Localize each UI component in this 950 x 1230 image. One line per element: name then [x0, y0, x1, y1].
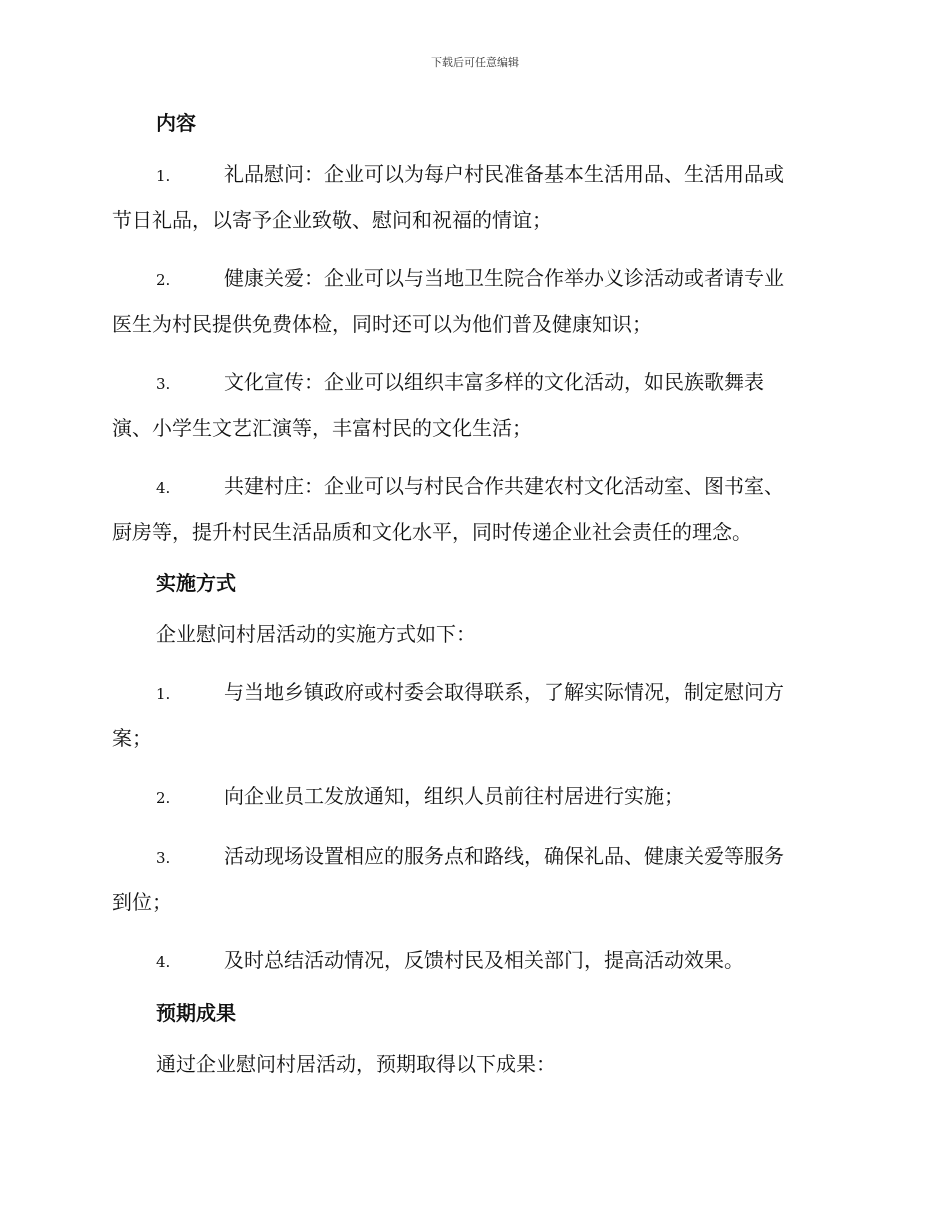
section-heading-results: 预期成果: [156, 1001, 236, 1025]
list-item: [112, 670, 838, 760]
list-text-continued: 医生为村民提供免费体检，同时还可以为他们普及健康知识；: [112, 312, 652, 336]
list-number: 3.: [156, 375, 171, 393]
list-number: 4.: [156, 479, 171, 497]
list-text: 向企业员工发放通知，组织人员前往村居进行实施；: [224, 784, 684, 808]
section-intro: 企业慰问村居活动的实施方式如下：: [156, 622, 476, 646]
section-heading-content: 内容: [156, 111, 196, 135]
list-number: 3.: [156, 849, 171, 867]
list-number: 1.: [156, 685, 171, 703]
list-text-continued: 案；: [112, 726, 152, 750]
list-text-continued: 到位；: [112, 890, 172, 914]
list-text: 活动现场设置相应的服务点和路线，确保礼品、健康关爱等服务: [224, 844, 784, 868]
list-item: [112, 152, 838, 242]
list-text: 共建村庄：企业可以与村民合作共建农村文化活动室、图书室、: [224, 474, 784, 498]
list-text: 与当地乡镇政府或村委会取得联系，了解实际情况，制定慰问方: [224, 680, 784, 704]
list-item: [112, 256, 838, 346]
list-text: 礼品慰问：企业可以为每户村民准备基本生活用品、生活用品或: [224, 162, 784, 186]
list-item: [112, 834, 838, 924]
page-header: 下载后可任意编辑: [431, 56, 519, 69]
list-text: 及时总结活动情况，反馈村民及相关部门，提高活动效果。: [224, 948, 744, 972]
list-text: 文化宣传：企业可以组织丰富多样的文化活动，如民族歌舞表: [224, 370, 764, 394]
section-heading-implementation: 实施方式: [156, 571, 236, 595]
list-number: 4.: [156, 953, 171, 971]
list-item: [112, 774, 838, 820]
list-number: 2.: [156, 271, 171, 289]
list-text-continued: 演、小学生文艺汇演等，丰富村民的文化生活；: [112, 416, 532, 440]
list-item: [112, 360, 838, 450]
list-text-continued: 节日礼品，以寄予企业致敬、慰问和祝福的情谊；: [112, 208, 552, 232]
list-text-continued: 厨房等，提升村民生活品质和文化水平，同时传递企业社会责任的理念。: [112, 520, 752, 544]
section-intro: 通过企业慰问村居活动，预期取得以下成果：: [156, 1052, 556, 1076]
list-number: 1.: [156, 167, 171, 185]
document-body: [112, 108, 838, 1086]
list-item: [112, 464, 838, 554]
list-item: [112, 938, 838, 984]
list-number: 2.: [156, 789, 171, 807]
list-text: 健康关爱：企业可以与当地卫生院合作举办义诊活动或者请专业: [224, 266, 784, 290]
